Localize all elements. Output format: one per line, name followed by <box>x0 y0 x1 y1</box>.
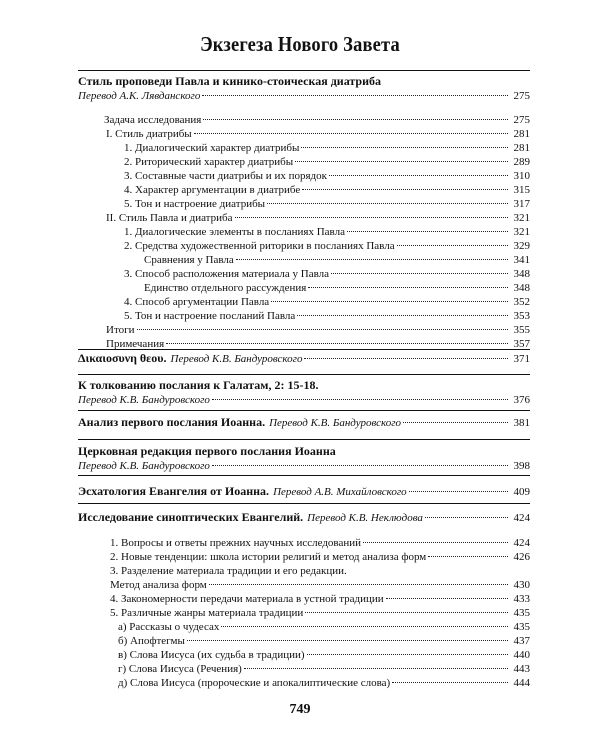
toc-section-6 <box>78 484 530 499</box>
section-heading: Исследование синоптических Евангелий. <box>78 510 304 524</box>
toc-entry: 5. Тон и настроение диатрибы 317 <box>124 198 530 210</box>
toc-entry: 4. Характер аргументации в диатрибе 315 <box>124 184 530 196</box>
toc-entry: 1. Диалогические элементы в посланиях Павла 321 <box>124 226 530 238</box>
section-divider <box>78 70 530 71</box>
section-row <box>78 484 530 499</box>
translator: Перевод К.В. Бандуровского <box>269 417 401 429</box>
toc-entry: Единство отдельного рассуждения 348 <box>144 282 530 294</box>
section-heading: Стиль проповеди Павла и кинико-стоическая диатриба <box>78 74 382 88</box>
translator: Перевод К.В. Бандуровского <box>78 460 210 472</box>
section-translator-row <box>78 459 530 473</box>
toc-entry: 4. Способ аргументации Павла 352 <box>124 296 530 308</box>
toc-section-5 <box>78 444 530 473</box>
toc-entry: 3. Способ расположения материала у Павла 348 <box>124 268 530 280</box>
section-heading: Анализ первого послания Иоанна. <box>78 415 266 429</box>
toc-entry: в) Слова Иисуса (их судьба в традиции) 440 <box>118 649 530 661</box>
page-title: Экзегеза Нового Завета <box>200 32 400 56</box>
toc-entry: 5. Тон и настроение посланий Павла 353 <box>124 310 530 322</box>
toc-entry: Задача исследования 275 <box>104 114 530 126</box>
toc-entry: 1. Вопросы и ответы прежних научных исследований 424 <box>110 537 530 549</box>
toc-section-1 <box>78 74 530 103</box>
toc-subitems-1 <box>104 113 530 351</box>
section-row <box>78 415 530 430</box>
section-heading: Δικαιοσυνη θεου. <box>78 351 167 365</box>
toc-section-2 <box>78 351 530 366</box>
page-ref: 275 <box>513 90 530 102</box>
page-ref: 376 <box>513 394 530 406</box>
section-translator-row <box>78 393 530 407</box>
section-row <box>78 351 530 366</box>
section-heading: Эсхатология Евангелия от Иоанна. <box>78 484 270 498</box>
page-number: 749 <box>289 702 311 717</box>
toc-entry: 4. Закономерности передачи материала в устной традиции 433 <box>110 593 530 605</box>
toc-entry: а) Рассказы о чудесах 435 <box>118 621 530 633</box>
translator: Перевод А.В. Михайловского <box>273 486 407 498</box>
page-ref: 371 <box>513 353 530 365</box>
section-heading: Церковная редакция первого послания Иоанна <box>78 444 336 458</box>
section-divider <box>78 439 530 440</box>
toc-entry: 2. Новые тенденции: школа истории религий и метод анализа форм 426 <box>110 551 530 563</box>
toc-entry: б) Апофтегмы 437 <box>118 635 530 647</box>
toc-entry: II. Стиль Павла и диатриба 321 <box>106 212 530 224</box>
toc-entry: Примечания 357 <box>106 338 530 350</box>
toc-section-7 <box>78 510 530 525</box>
toc-entry: 2. Средства художественной риторики в посланиях Павла 329 <box>124 240 530 252</box>
toc-entry: Сравнения у Павла 341 <box>144 254 530 266</box>
toc-entry: Итоги 355 <box>106 324 530 336</box>
page-ref: 381 <box>513 417 530 429</box>
translator: Перевод К.В. Неклюдова <box>307 512 423 524</box>
page-ref: 398 <box>513 460 530 472</box>
toc-entry: 3. Составные части диатрибы и их порядок 310 <box>124 170 530 182</box>
translator: Перевод А.К. Лявданского <box>78 90 201 102</box>
toc-entry: 5. Различные жанры материала традиции 435 <box>110 607 530 619</box>
toc-subitems-7 <box>110 536 530 690</box>
section-heading: К толкованию послания к Галатам, 2: 15-18. <box>78 378 319 392</box>
page-ref: 424 <box>513 512 530 524</box>
section-divider <box>78 503 530 504</box>
toc-entry: г) Слова Иисуса (Речения) 443 <box>118 663 530 675</box>
toc-entry: I. Стиль диатрибы 281 <box>106 128 530 140</box>
section-divider <box>78 475 530 476</box>
toc-entry: 2. Риторический характер диатрибы 289 <box>124 156 530 168</box>
section-divider <box>78 349 530 350</box>
page-ref: 409 <box>513 486 530 498</box>
translator: Перевод К.В. Бандуровского <box>78 394 210 406</box>
toc-entry: Метод анализа форм 430 <box>110 579 530 591</box>
toc-section-4 <box>78 415 530 430</box>
leader-dots <box>202 95 508 96</box>
toc-entry: 1. Диалогический характер диатрибы 281 <box>124 142 530 154</box>
translator: Перевод К.В. Бандуровского <box>170 353 303 365</box>
section-row <box>78 510 530 525</box>
section-translator-row <box>78 89 530 103</box>
toc-entry: д) Слова Иисуса (пророческие и апокалиптические слова) 444 <box>118 677 530 689</box>
section-divider <box>78 374 530 375</box>
toc-entry: 3. Разделение материала традиции и его редакции. <box>110 565 347 577</box>
section-divider <box>78 410 530 411</box>
toc-section-3 <box>78 378 530 407</box>
